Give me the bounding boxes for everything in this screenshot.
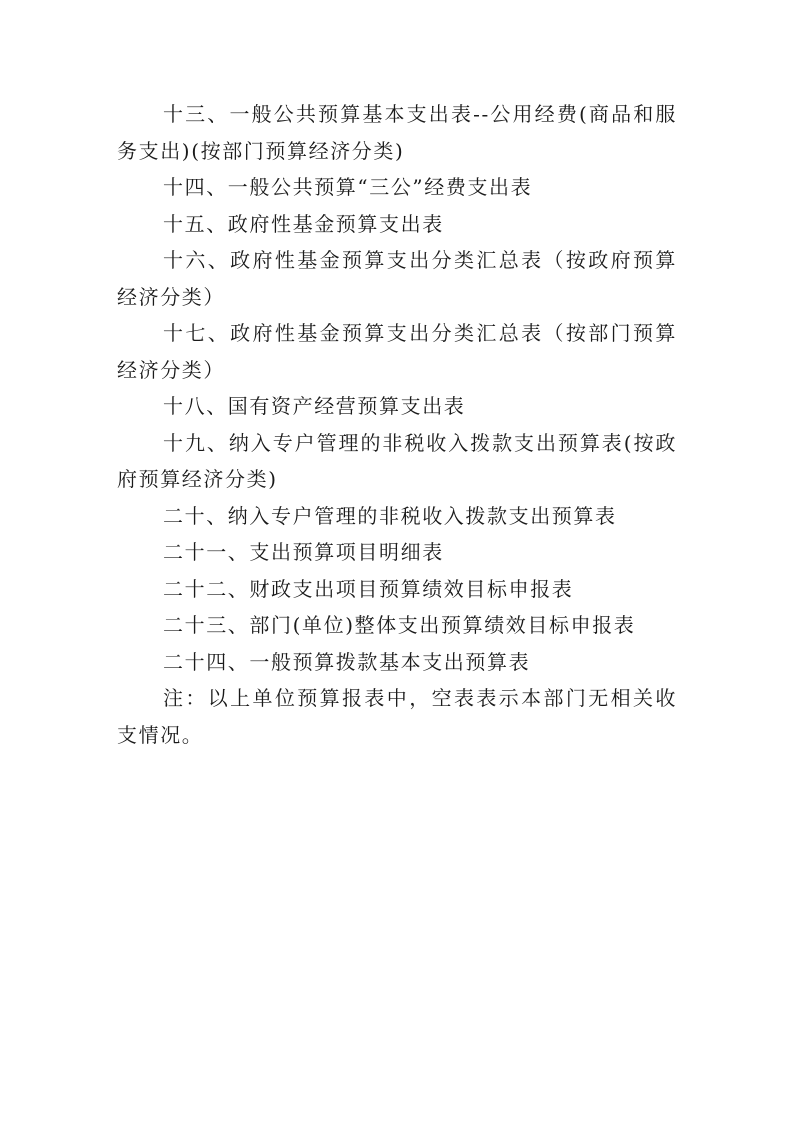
list-item-13: 十三、一般公共预算基本支出表--公用经费(商品和服务支出)(按部门预算经济分类) xyxy=(117,102,677,163)
list-item-22: 二十二、财政支出项目预算绩效目标申报表 xyxy=(163,576,574,601)
list-item-24: 二十四、一般预算拨款基本支出预算表 xyxy=(163,649,531,674)
list-item-16: 十六、政府性基金预算支出分类汇总表（按政府预算经济分类） xyxy=(117,248,677,309)
list-item-23: 二十三、部门(单位)整体支出预算绩效目标申报表 xyxy=(163,613,636,637)
list-item-14: 十四、一般公共预算“三公”经费支出表 xyxy=(163,175,533,199)
list-item-17: 十七、政府性基金预算支出分类汇总表（按部门预算经济分类） xyxy=(117,321,677,382)
list-item-15: 十五、政府性基金预算支出表 xyxy=(163,211,444,236)
list-item-21: 二十一、支出预算项目明细表 xyxy=(163,540,444,564)
list-item-19: 十九、纳入专户管理的非税收入拨款支出预算表(按政府预算经济分类) xyxy=(117,430,677,491)
list-item-20: 二十、纳入专户管理的非税收入拨款支出预算表 xyxy=(163,503,617,528)
list-item-18: 十八、国有资产经营预算支出表 xyxy=(163,394,466,418)
document-body xyxy=(117,96,677,753)
note-paragraph: 注：以上单位预算报表中，空表表示本部门无相关收支情况。 xyxy=(117,686,677,747)
